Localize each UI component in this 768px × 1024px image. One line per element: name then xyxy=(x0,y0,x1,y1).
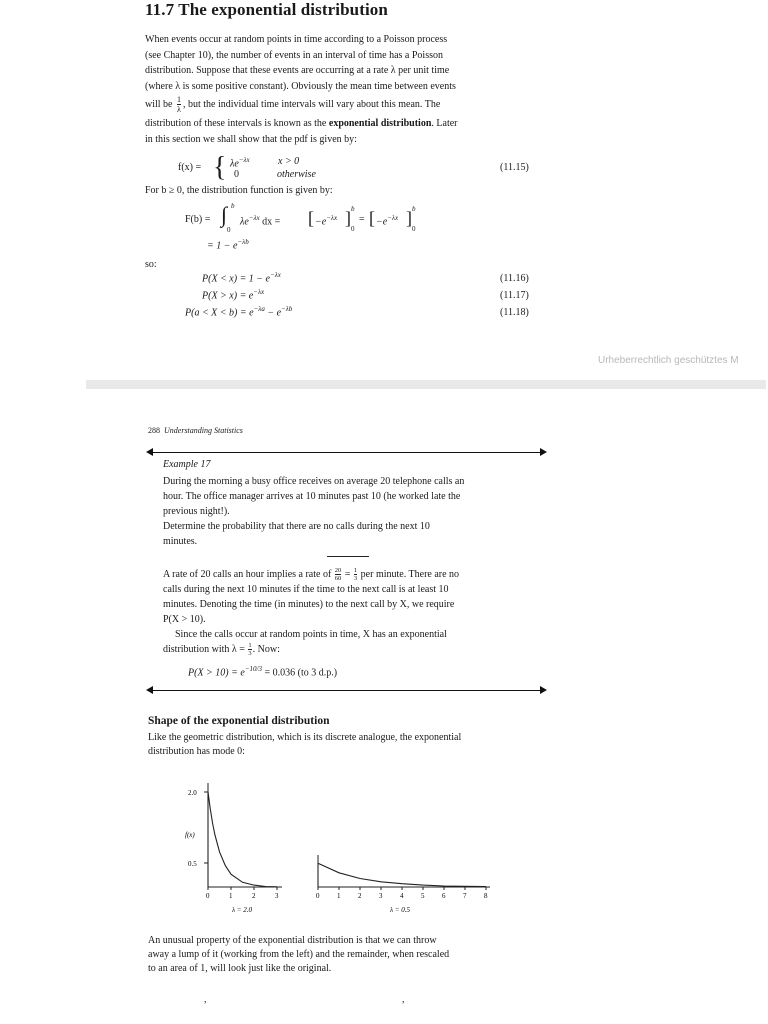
left-y-tick-label: 0.5 xyxy=(188,860,197,868)
intro-line: (see Chapter 10), the number of events in an interval of time has a Poisson xyxy=(145,49,443,61)
right-series-curve xyxy=(318,863,486,886)
right-x-tick-label: 0 xyxy=(316,892,320,900)
rule-arrow-left xyxy=(146,686,153,694)
example-title: Example 17 xyxy=(163,459,211,470)
example-result: $P(X > 10) = e^{-10/3} = 0.036$ (to 3 d.p.) xyxy=(188,665,338,679)
mean-fraction: $\frac{1}{\lambda}$ xyxy=(177,95,181,115)
intro-line: distribution. Suppose that these events are occurring at a rate λ per unit time xyxy=(145,65,450,76)
running-head xyxy=(148,426,243,435)
question-line: During the morning a busy office receives on average 20 telephone calls an xyxy=(163,476,465,487)
book-title: Understanding Statistics xyxy=(164,426,243,435)
exponential-shape-figure xyxy=(150,775,510,925)
right-x-tick-label: 4 xyxy=(400,892,404,900)
left-x-tick-label: 2 xyxy=(252,892,256,900)
cdf-intro: For b ≥ 0, the distribution function is given by: xyxy=(145,185,333,196)
right-x-tick-label: 2 xyxy=(358,892,362,900)
intro-line: When events occur at random points in time according to a Poisson process xyxy=(145,34,448,45)
question-line: hour. The office manager arrives at 10 minutes past 10 (he worked late the xyxy=(163,491,461,502)
answer-line: A rate of 20 calls an hour implies a rate of $\frac{20}{60}$ = $\frac{1}{3}$ per minute. There are no xyxy=(163,567,460,583)
right-x-tick-label: 8 xyxy=(484,892,488,900)
answer-line: Since the calls occur at random points in time, X has an exponential xyxy=(175,629,447,641)
section-title: 11.7 The exponential distribution xyxy=(145,0,388,19)
right-x-tick-label: 3 xyxy=(379,892,383,900)
equation-11-18: $P(a < X < b) = e^{-\lambda a} - e^{-\lambda b}$ xyxy=(185,305,293,319)
left-y-axis-label: f(x) xyxy=(185,831,195,839)
rule-arrow-right xyxy=(540,448,547,456)
page-number: 288 xyxy=(148,426,160,435)
answer-line: P(X > 10). xyxy=(163,614,206,626)
example-bottom-rule xyxy=(152,690,541,691)
equation-number: (11.16) xyxy=(500,273,529,284)
right-x-tick-label: 7 xyxy=(463,892,467,900)
rule-arrow-right xyxy=(540,686,547,694)
page-divider xyxy=(86,380,766,389)
intro-line: in this section we shall show that the pdf is given by: xyxy=(145,133,357,145)
left-x-tick-label: 1 xyxy=(229,892,233,900)
term-exponential-distribution: exponential distribution xyxy=(328,118,432,129)
left-x-tick-label: 0 xyxy=(206,892,210,900)
question-line: Determine the probability that there are no calls during the next 10 xyxy=(163,521,430,532)
right-lambda-label: λ = 0.5 xyxy=(390,906,411,914)
stray-mark: , xyxy=(204,994,207,1005)
intro-line: (where λ is some positive constant). Obviously the mean time between events xyxy=(145,80,456,92)
rate-fraction: $\frac{20}{60}$ xyxy=(334,567,342,583)
so-label: so: xyxy=(145,259,157,270)
subsection-title: Shape of the exponential distribution xyxy=(148,715,330,727)
equation-11-17: $P(X > x) = e^{-\lambda x}$ xyxy=(202,288,265,302)
right-x-tick-label: 5 xyxy=(421,892,425,900)
question-line: previous night!). xyxy=(163,506,230,517)
cdf-equation: F(b) = ∫ b 0 $\lambda e^{-\lambda x}$ dx = [ $-e^{-\lambda x}$ ] b 0 = [ $-e^{-\lambda x}$ ] b 0 = $1 - e^{-\lambda b}$ xyxy=(185,202,416,252)
answer-line: distribution with λ = $\frac{1}{3}$ . Now: xyxy=(163,642,280,658)
lambda-fraction: $\frac{1}{3}$ xyxy=(248,642,252,658)
answer-line: minutes. Denoting the time (in minutes) to the next call by X, we require xyxy=(163,599,455,611)
separator-rule xyxy=(327,556,369,557)
equation-number: (11.18) xyxy=(500,307,529,318)
intro-paragraph xyxy=(145,32,545,147)
left-series-curve xyxy=(208,792,277,887)
equation-number: (11.15) xyxy=(500,162,529,173)
rule-arrow-left xyxy=(146,448,153,456)
rate-fraction: $\frac{1}{3}$ xyxy=(353,567,358,583)
equation-11-16: $P(X < x) = 1 - e^{-\lambda x}$ xyxy=(202,271,281,285)
example-answer xyxy=(163,567,548,657)
left-lambda-label: λ = 2.0 xyxy=(232,906,253,914)
example-top-rule xyxy=(152,452,541,453)
right-x-tick-label: 6 xyxy=(442,892,446,900)
left-y-tick-label: 2.0 xyxy=(188,789,197,797)
intro-line: distribution of these intervals is known as the exponential distribution. Later xyxy=(145,118,458,129)
stray-mark: , xyxy=(402,994,405,1005)
equation-number: (11.17) xyxy=(500,290,529,301)
answer-line: calls during the next 10 minutes if the time to the next call is at least 10 xyxy=(163,584,449,596)
closing-paragraph: An unusual property of the exponential distribution is that we can throw away a lump of it (working from the left) and the remainder, when rescaled to an area of 1, will look just like the original. xyxy=(148,935,450,974)
question-line: minutes. xyxy=(163,536,198,547)
shape-text: Like the geometric distribution, which is its discrete analogue, the exponential distribution has mode 0: xyxy=(148,732,462,757)
intro-line: will be $\frac{1}{\lambda}$ , but the individual time intervals will vary about this mean. The xyxy=(145,95,441,115)
left-x-tick-label: 3 xyxy=(275,892,279,900)
example-question xyxy=(163,474,548,549)
right-x-tick-label: 1 xyxy=(337,892,341,900)
watermark: Urheberrechtlich geschütztes M xyxy=(598,355,739,366)
